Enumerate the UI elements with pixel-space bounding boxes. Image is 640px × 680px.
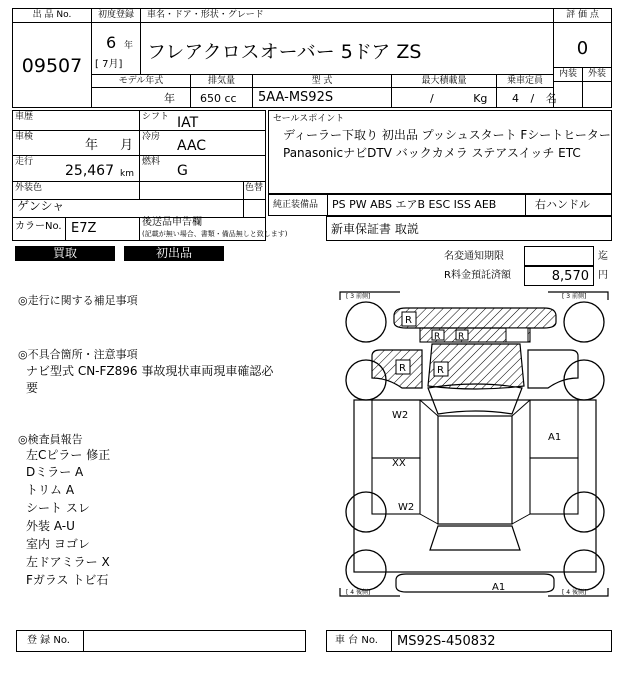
damage-mark-r: R [405, 315, 412, 326]
sales-point-box [268, 110, 612, 194]
displacement-label: 排気量 [207, 76, 235, 86]
inspector-line: 外装 A-U [26, 519, 75, 533]
notice-label: 名変通知期限 [444, 251, 504, 262]
left-front-door [372, 400, 420, 458]
mileage-unit: km [120, 169, 134, 179]
displacement-value: 650 cc [200, 92, 237, 105]
score-box [553, 8, 612, 108]
color-no-label: カラーNo. [15, 221, 62, 232]
shift-value: IAT [177, 115, 199, 131]
right-front-door [530, 400, 578, 458]
chassis-number-box [326, 630, 612, 652]
notice-value-box [524, 246, 594, 266]
front-bumper [394, 308, 556, 328]
fuel-label: 燃料 [142, 157, 161, 167]
aircon-label: 冷房 [142, 132, 161, 142]
defect-title: ◎不具合箇所・注意事項 [18, 348, 138, 361]
capacity-label: 乗車定員 [506, 76, 543, 86]
inspector-line: Fガラス トビ石 [26, 573, 109, 587]
rear-right-wheel-lower [564, 550, 604, 590]
rear-bumper [396, 574, 554, 592]
corner-rear-right-label: [ 4 後側] [562, 589, 587, 596]
damage-mark-w2: W2 [398, 502, 415, 513]
specs-row [91, 74, 557, 108]
recycle-value-box [524, 266, 594, 286]
rear-left-wheel-lower [346, 550, 386, 590]
recycle-unit: 円 [598, 270, 608, 281]
notice-unit: 迄 [598, 251, 608, 262]
first-registration-month: [ 7月] [95, 59, 123, 70]
front-left-wheel [346, 302, 386, 342]
rear-right-wheel [564, 492, 604, 532]
sales-point-line-2: PanasonicナビDTV バックカメラ ステアスイッチ ETC [283, 146, 581, 160]
mileage-value: 25,467 [65, 163, 114, 179]
exterior-score-label: 外装 [587, 69, 606, 79]
car-name-box [140, 8, 554, 75]
inspector-title: ◎検査員報告 [18, 433, 83, 446]
corner-front-right-label: [ 3 前側] [562, 293, 587, 300]
first-registration-box [91, 8, 141, 75]
chassis-number-value: MS92S-450832 [397, 634, 496, 649]
first-registration-label: 初度登録 [97, 10, 134, 20]
inspection-value: 年 月 [85, 138, 134, 153]
inspector-line: トリム A [26, 483, 75, 497]
inspector-line: 左ドアミラー X [26, 555, 110, 569]
score-label: 評 価 点 [566, 10, 599, 20]
damage-mark-r: R [458, 332, 465, 342]
damage-mark-r: R [437, 365, 444, 376]
steering-value: 右ハンドル [535, 198, 590, 211]
car-name-label: 車名・ドア・形状・グレード [147, 10, 264, 20]
damage-mark-a1: A1 [492, 582, 506, 593]
chassis-number-label: 車 台 No. [335, 635, 378, 646]
defect-line-2: 要 [26, 381, 39, 395]
sales-point-title: セールスポイント [273, 114, 345, 124]
warranty-value: 新車保証書 取説 [331, 222, 419, 236]
damage-mark-a1: A1 [548, 432, 562, 443]
warranty-box [326, 216, 612, 241]
damage-mark-xx: XX [392, 458, 406, 469]
lot-number: 09507 [21, 55, 83, 77]
ext-color-label: 外装色 [15, 183, 43, 193]
details-box [12, 110, 288, 241]
registration-number-label: 登 録 No. [27, 635, 70, 646]
buy-badge: 買取 [15, 246, 115, 261]
application-label: 後送品申告欄 [142, 217, 202, 228]
right-rear-door [530, 458, 578, 514]
supplementary-title: ◎走行に関する補足事項 [18, 294, 138, 307]
inspection-label: 車検 [15, 132, 34, 142]
recycle-value: 8,570 [551, 269, 589, 284]
first-registration-year: 6 [106, 33, 117, 52]
front-right-wheel [564, 302, 604, 342]
max-load-value: / Kg [430, 92, 488, 105]
lot-number-label: 出 品 No. [32, 10, 72, 20]
lot-number-box [12, 8, 92, 108]
car-damage-diagram [336, 288, 612, 600]
defect-line-1: ナビ型式 CN-FZ896 事故現状車両現車確認必 [26, 364, 274, 378]
roof [438, 416, 512, 524]
inspector-line: Dミラー A [26, 465, 84, 479]
damage-mark-r: R [434, 332, 441, 342]
model-year-label: モデル年式 [118, 76, 164, 86]
shift-label: シフト [142, 112, 170, 122]
inspector-line: 室内 ヨゴレ [26, 537, 90, 551]
max-load-label: 最大積載量 [421, 76, 467, 86]
type-value: 5AA-MS92S [258, 90, 334, 105]
first-listing-badge: 初出品 [124, 246, 224, 261]
corner-rear-left-label: [ 4 後側] [346, 589, 371, 596]
rear-left-wheel [346, 492, 386, 532]
model-year-value: 年 [164, 92, 175, 105]
inspector-line: シート スレ [26, 501, 90, 515]
interior-score-label: 内装 [558, 69, 577, 79]
ext-color-value: ゲンシャ [17, 199, 65, 213]
type-label: 型 式 [311, 76, 333, 86]
aircon-value: AAC [177, 138, 207, 154]
equipment-value: PS PW ABS エアB ESC ISS AEB [332, 198, 497, 211]
color-no-value: E7Z [71, 221, 97, 236]
year-unit: 年 [124, 41, 134, 51]
color-change-label: 色替 [245, 183, 264, 193]
inspector-line: 左Cピラー 修正 [26, 448, 111, 462]
car-name: フレアクロスオーバー 5ドア ZS [147, 41, 422, 63]
fuel-value: G [177, 163, 188, 179]
recycle-label: R料金預託済額 [444, 270, 511, 281]
capacity-value: 4 / 名 [512, 92, 557, 105]
equipment-label: 純正装備品 [273, 200, 319, 210]
history-label: 車歴 [15, 112, 34, 122]
registration-number-box [16, 630, 306, 652]
mileage-label: 走行 [15, 157, 34, 167]
damage-mark-r: R [399, 363, 406, 374]
score-value: 0 [576, 38, 589, 59]
corner-front-left-label: [ 3 前側] [346, 293, 371, 300]
application-note: (記載が無い場合、書類・備品無しと致します) [142, 230, 288, 238]
sales-point-line-1: ディーラー下取り 初出品 プッシュスタート Fシートヒーター [283, 128, 611, 142]
body-outline [354, 400, 596, 572]
right-front-fender [528, 350, 578, 388]
equipment-box [268, 194, 612, 216]
rear-window [430, 526, 520, 550]
mid-right-wheel [564, 360, 604, 400]
damage-mark-w2: W2 [392, 410, 409, 421]
